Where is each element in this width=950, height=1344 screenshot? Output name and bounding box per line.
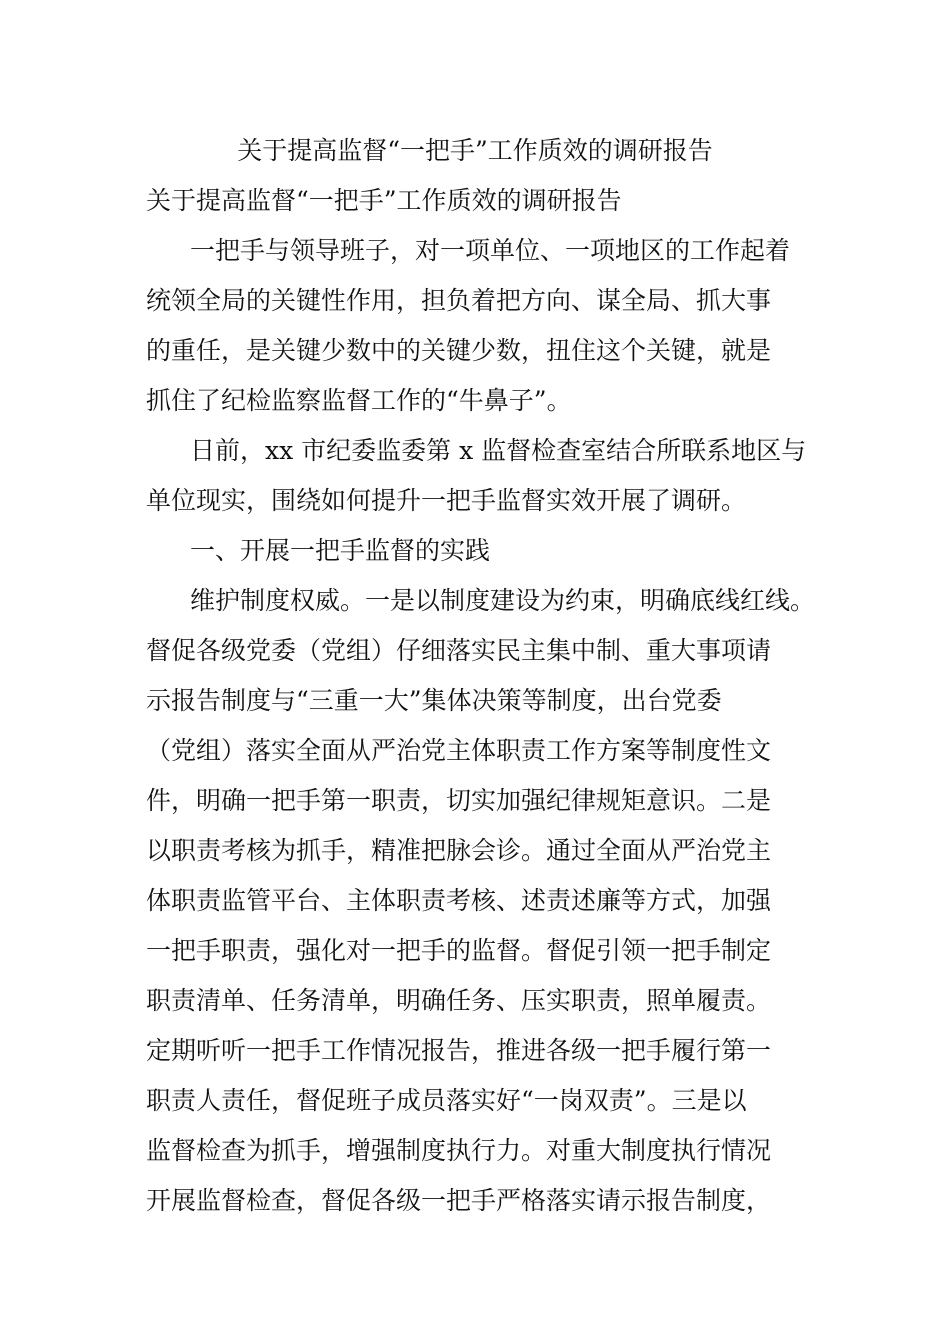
text-line: 职责清单、任务清单，明确任务、压实职责，照单履责。 — [146, 986, 772, 1015]
document-body — [146, 181, 816, 1231]
document-title — [0, 131, 950, 171]
text-line: 定期听听一把手工作情况报告，推进各级一把手履行第一 — [146, 1036, 772, 1065]
text-line: 一把手职责，强化对一把手的监督。督促引领一把手制定 — [146, 936, 772, 965]
document-title-text: 关于提高监督“一把手”工作质效的调研报告 — [237, 136, 713, 165]
text-line: 统领全局的关键性作用，担负着把方向、谋全局、抓大事 — [146, 286, 772, 315]
text-line: 体职责监管平台、主体职责考核、述责述廉等方式，加强 — [146, 886, 772, 915]
text-line: 日前，xx 市纪委监委第 x 监督检查室结合所联系地区与 — [190, 436, 807, 465]
text-line: 关于提高监督“一把手”工作质效的调研报告 — [146, 186, 622, 215]
text-line: 抓住了纪检监察监督工作的“牛鼻子”。 — [146, 386, 572, 415]
text-line: 维护制度权威。一是以制度建设为约束，明确底线红线。 — [190, 586, 816, 615]
text-line: 以职责考核为抓手，精准把脉会诊。通过全面从严治党主 — [146, 836, 772, 865]
text-line: 件，明确一把手第一职责，切实加强纪律规矩意识。二是 — [146, 786, 772, 815]
text-line: （党组）落实全面从严治党主体职责工作方案等制度性文 — [146, 736, 772, 765]
text-line: 一把手与领导班子，对一项单位、一项地区的工作起着 — [190, 236, 791, 265]
text-line: 职责人责任，督促班子成员落实好“一岗双责”。三是以 — [146, 1086, 747, 1115]
text-line: 的重任，是关键少数中的关键少数，扭住这个关键，就是 — [146, 336, 772, 365]
text-line: 示报告制度与“三重一大”集体决策等制度，出台党委 — [146, 686, 722, 715]
text-line: 督促各级党委（党组）仔细落实民主集中制、重大事项请 — [146, 636, 772, 665]
text-line: 开展监督检查，督促各级一把手严格落实请示报告制度， — [146, 1186, 772, 1215]
text-line: 监督检查为抓手，增强制度执行力。对重大制度执行情况 — [146, 1136, 772, 1165]
text-line: 一、开展一把手监督的实践 — [190, 536, 491, 565]
text-line: 单位现实，围绕如何提升一把手监督实效开展了调研。 — [146, 486, 747, 515]
